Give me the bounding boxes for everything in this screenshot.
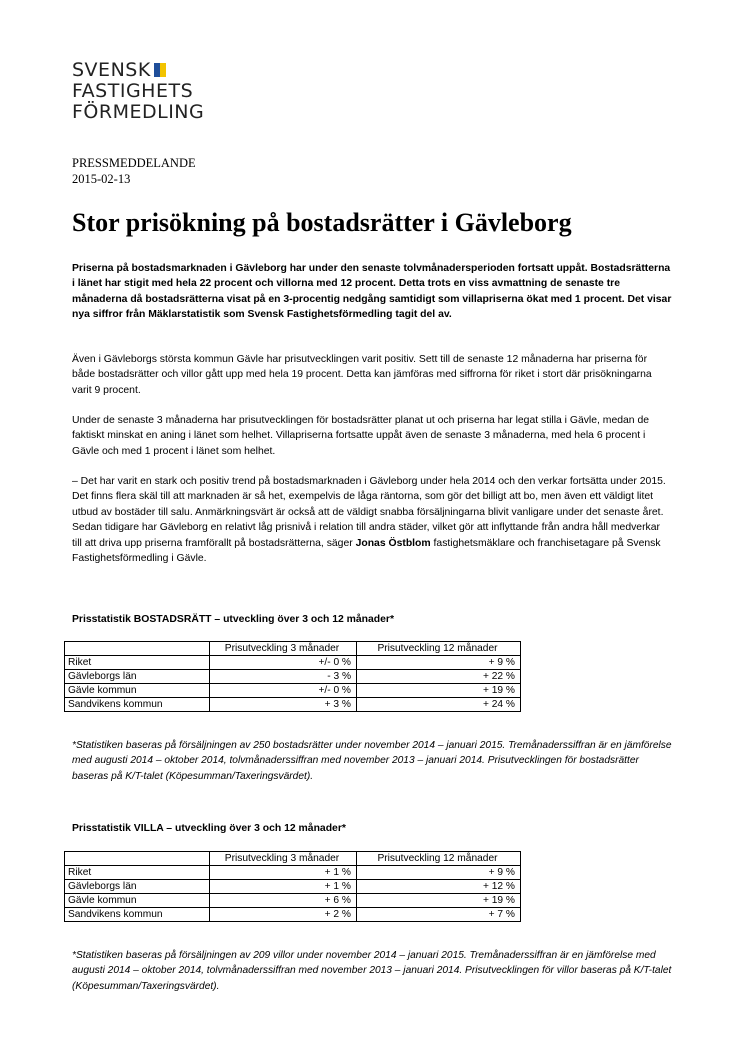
region-cell: Gävle kommun xyxy=(65,894,210,908)
press-date: 2015-02-13 xyxy=(72,172,131,186)
value-12m-cell: + 12 % xyxy=(357,880,521,894)
villa-table xyxy=(64,851,521,922)
value-3m-cell: +/- 0 % xyxy=(210,684,357,698)
body-paragraph-1: Även i Gävleborgs största kommun Gävle har prisutvecklingen varit positiv. Sett till de senaste 12 månaderna har priserna för både bostadsrätter och villor gått upp med hela 19 procent. Detta kan jämföras med siffrorna för riket i stort där prisökningarna varit 9 procent. xyxy=(72,354,652,396)
press-header xyxy=(72,155,196,187)
region-cell: Sandvikens kommun xyxy=(65,908,210,922)
table-row xyxy=(65,866,521,880)
quote-text-end: fastighetsmäklare och franchisetagare på Svensk Fastighetsförmedling i Gävle. xyxy=(72,537,661,565)
table-row xyxy=(65,894,521,908)
table-row xyxy=(65,656,521,670)
header-cell: Prisutveckling 12 månader xyxy=(357,852,521,866)
value-12m-cell: + 22 % xyxy=(357,670,521,684)
body-paragraph-3 xyxy=(72,474,672,566)
table-row xyxy=(65,698,521,712)
table-row xyxy=(65,908,521,922)
table-row xyxy=(65,670,521,684)
header-cell: Prisutveckling 3 månader xyxy=(210,642,357,656)
value-3m-cell: - 3 % xyxy=(210,670,357,684)
region-cell: Gävleborgs län xyxy=(65,670,210,684)
table-row xyxy=(65,880,521,894)
bostadsratt-table xyxy=(64,641,521,712)
value-12m-cell: + 19 % xyxy=(357,894,521,908)
value-3m-cell: + 3 % xyxy=(210,698,357,712)
region-cell: Gävle kommun xyxy=(65,684,210,698)
body-paragraph-2: Under de senaste 3 månaderna har prisutvecklingen för bostadsrätter planat ut och priserna har legat stilla i Gävle, medan de faktiskt minskat en aning i länet som helhet. Villapriserna fortsatte uppåt även de senaste 3 månaderna, med hela 6 procent i Gävle och med 1 procent i länet som helhet. xyxy=(72,415,650,457)
value-12m-cell: + 19 % xyxy=(357,684,521,698)
region-cell: Riket xyxy=(65,866,210,880)
table-header-row xyxy=(65,642,521,656)
region-cell: Sandvikens kommun xyxy=(65,698,210,712)
company-logo xyxy=(72,60,204,123)
table-row xyxy=(65,684,521,698)
value-12m-cell: + 9 % xyxy=(357,866,521,880)
value-12m-cell: + 24 % xyxy=(357,698,521,712)
quote-text: – Det har varit en stark och positiv trend på bostadsmarknaden i Gävleborg under hela 2014 och den verkar fortsätta under 2015. Det finns flera skäl till att marknaden är så het, exempelvis de låga räntorna, som gör det billigt att bo, men även ett väldigt litet utbud av bostäder till salu. Anmärkningsvärt är också att de väldigt snabba försäljningarna blivit vanligare under det senaste året. Sedan tidigare har Gävleborg en relativt låg prisnivå i relation till andra städer, vilket gör att inflyttande från andra håll medverkar till att driva upp priserna framförallt på bostadsrätterna, säger xyxy=(72,476,666,549)
intro-paragraph: Priserna på bostadsmarknaden i Gävleborg har under den senaste tolvmånadersperioden fortsatt uppåt. Bostadsrätterna i länet har stigit med hela 22 procent och villorna med 12 procent. Detta trots en viss avmattning de senaste tre månaderna då bostadsrätterna visat på en 3-procentig nedgång samtidigt som villapriserna ökat med 1 procent. Det visar nya siffror från Mäklarstatistik som Svensk Fastighetsförmedling tagit del av. xyxy=(72,263,672,321)
header-cell xyxy=(65,642,210,656)
value-12m-cell: + 7 % xyxy=(357,908,521,922)
swedish-flag-icon xyxy=(154,61,166,75)
page-title: Stor prisökning på bostadsrätter i Gävleborg xyxy=(72,208,572,237)
logo-line-2: FASTIGHETS xyxy=(72,80,194,102)
header-cell xyxy=(65,852,210,866)
table-footnote-villa: *Statistiken baseras på försäljningen av 209 villor under november 2014 – januari 2015. Tremånaderssiffran är en jämförelse med augusti 2014 – oktober 2014, tolvmånaderssiffran med november 2013 – januari 2014. Prisutvecklingen för villor baseras på K/T-talet (Köpesumman/Taxeringsvärdet). xyxy=(72,950,672,992)
table-footnote-bostadsratt: *Statistiken baseras på försäljningen av 250 bostadsrätter under november 2014 – januari 2015. Tremånaderssiffran är en jämförelse med augusti 2014 – oktober 2014, tolvmånaderssiffran med november 2013 – januari 2014. Prisutvecklingen för bostadsrätter baseras på K/T-talet (Köpesumman/Taxeringsvärdet). xyxy=(72,740,672,782)
table-title-villa: Prisstatistik VILLA – utveckling över 3 och 12 månader* xyxy=(72,823,346,834)
table-title-bostadsratt: Prisstatistik BOSTADSRÄTT – utveckling över 3 och 12 månader* xyxy=(72,614,395,625)
header-cell: Prisutveckling 12 månader xyxy=(357,642,521,656)
region-cell: Riket xyxy=(65,656,210,670)
region-cell: Gävleborgs län xyxy=(65,880,210,894)
value-3m-cell: +/- 0 % xyxy=(210,656,357,670)
logo-line-1: SVENSK xyxy=(72,59,151,81)
value-3m-cell: + 6 % xyxy=(210,894,357,908)
value-3m-cell: + 1 % xyxy=(210,866,357,880)
value-3m-cell: + 1 % xyxy=(210,880,357,894)
press-label: PRESSMEDDELANDE xyxy=(72,156,196,170)
header-cell: Prisutveckling 3 månader xyxy=(210,852,357,866)
table-header-row xyxy=(65,852,521,866)
value-3m-cell: + 2 % xyxy=(210,908,357,922)
quote-person-name: Jonas Östblom xyxy=(355,537,431,549)
value-12m-cell: + 9 % xyxy=(357,656,521,670)
logo-line-3: FÖRMEDLING xyxy=(72,101,205,123)
